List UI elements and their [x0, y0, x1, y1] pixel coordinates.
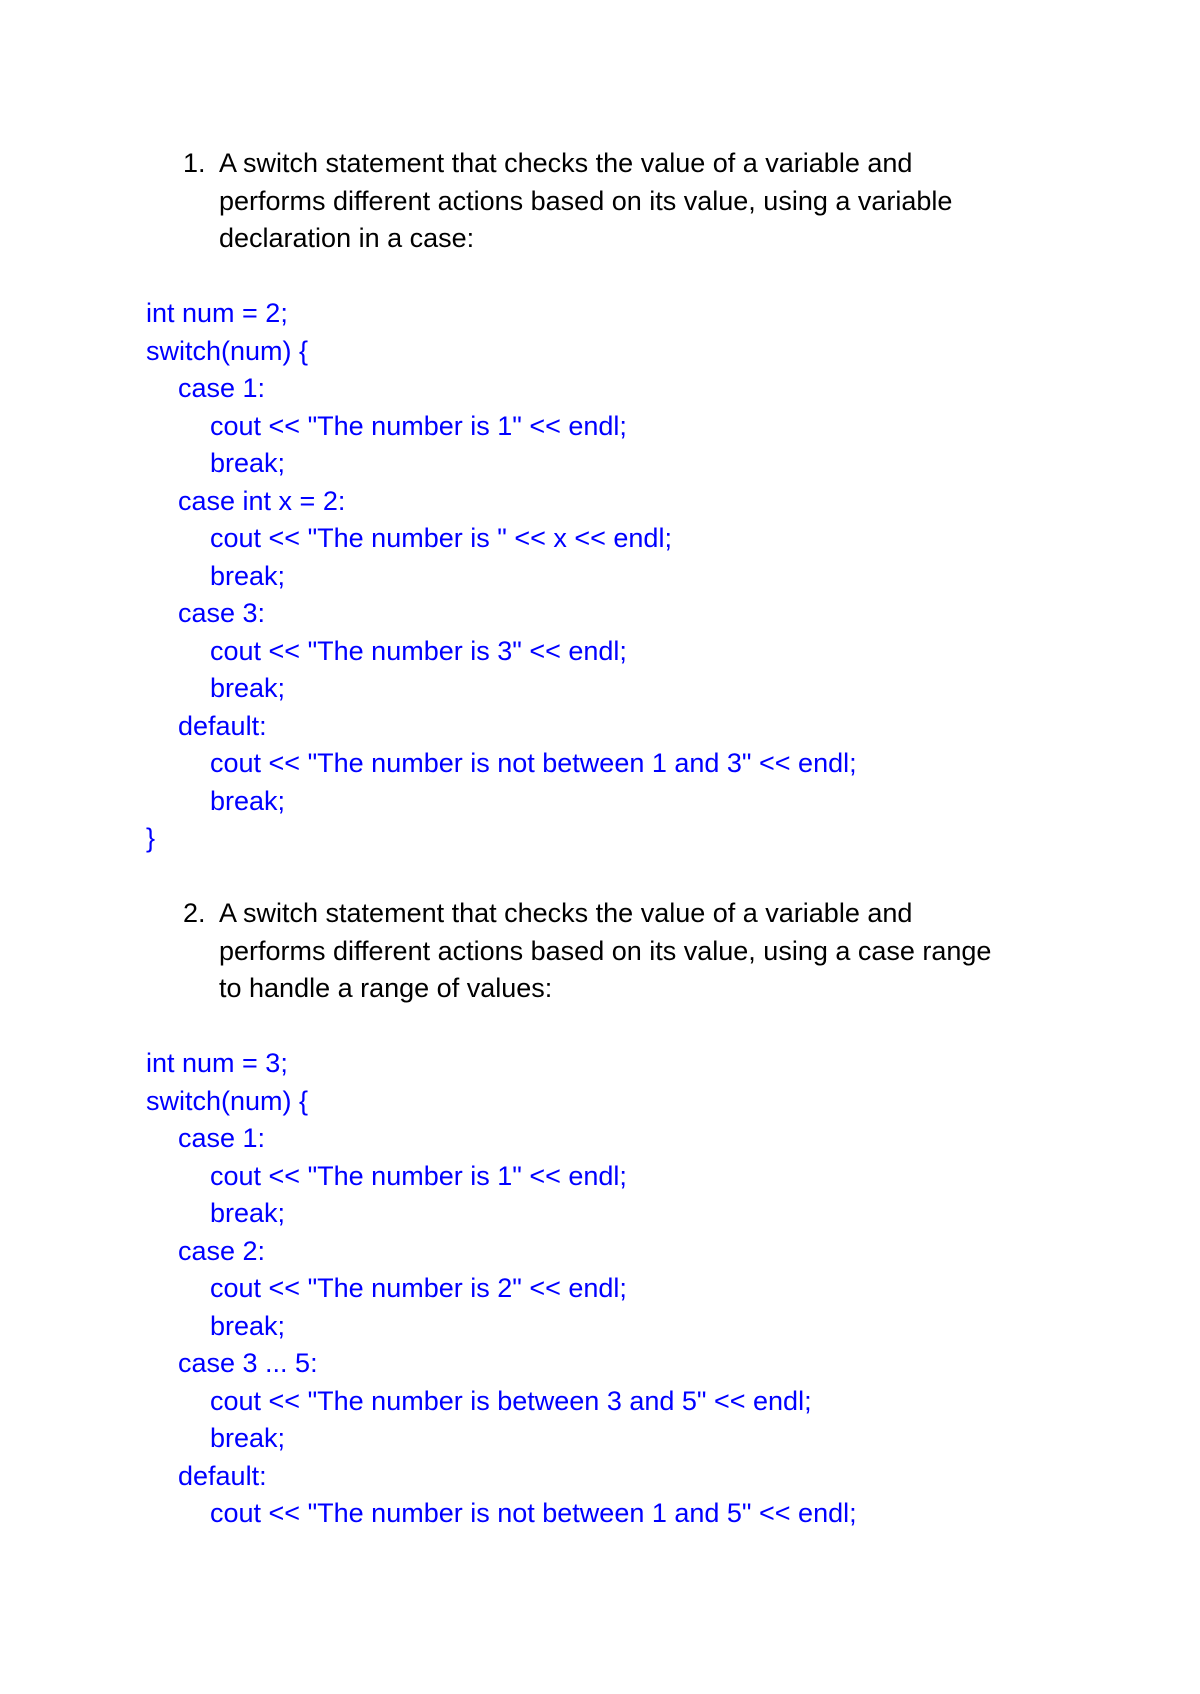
- code-line: break;: [210, 1198, 286, 1228]
- description-line: performs different actions based on its value, using a variable: [219, 185, 953, 216]
- code-line: case 3 ... 5:: [178, 1348, 318, 1378]
- code-line: cout << "The number is " << x << endl;: [210, 523, 672, 553]
- code-line: break;: [210, 448, 286, 478]
- list-number: 1.: [183, 148, 206, 178]
- list-number: 2.: [183, 898, 206, 928]
- description-line: to handle a range of values:: [219, 973, 553, 1003]
- code-line: default:: [178, 710, 267, 741]
- list-item-2: [183, 895, 1083, 1008]
- code-line: cout << "The number is between 3 and 5" << endl;: [210, 1385, 812, 1416]
- code-block-2: [146, 1045, 1146, 1533]
- code-line: switch(num) {: [146, 335, 309, 366]
- code-line: case 3:: [178, 598, 266, 628]
- code-line: }: [146, 823, 156, 853]
- list-item-1: [183, 145, 1083, 258]
- description-line: A switch statement that checks the value of a variable and: [219, 148, 913, 178]
- code-line: cout << "The number is 2" << endl;: [210, 1273, 627, 1303]
- description-line: declaration in a case:: [219, 223, 475, 253]
- code-line: default:: [178, 1460, 267, 1491]
- code-line: case int x = 2:: [178, 485, 346, 516]
- code-line: cout << "The number is 1" << endl;: [210, 1160, 627, 1191]
- description-line: performs different actions based on its value, using a case range: [219, 935, 992, 966]
- list-item-text: [219, 895, 1083, 1008]
- code-line: case 2:: [178, 1235, 266, 1266]
- code-line: case 1:: [178, 1123, 266, 1153]
- list-item-text: [219, 145, 1083, 258]
- code-line: break;: [210, 1310, 286, 1341]
- code-line: cout << "The number is 3" << endl;: [210, 635, 627, 666]
- code-line: int num = 3;: [146, 1048, 288, 1078]
- code-line: cout << "The number is not between 1 and 5" << endl;: [210, 1498, 857, 1528]
- code-line: int num = 2;: [146, 298, 288, 328]
- code-line: break;: [210, 785, 286, 816]
- code-block-1: [146, 295, 1146, 858]
- code-line: break;: [210, 673, 286, 703]
- code-line: break;: [210, 1423, 286, 1453]
- description-line: A switch statement that checks the value of a variable and: [219, 898, 913, 928]
- code-line: case 1:: [178, 373, 266, 403]
- code-line: break;: [210, 560, 286, 591]
- code-line: cout << "The number is not between 1 and 3" << endl;: [210, 748, 857, 778]
- code-line: cout << "The number is 1" << endl;: [210, 410, 627, 441]
- code-line: switch(num) {: [146, 1085, 309, 1116]
